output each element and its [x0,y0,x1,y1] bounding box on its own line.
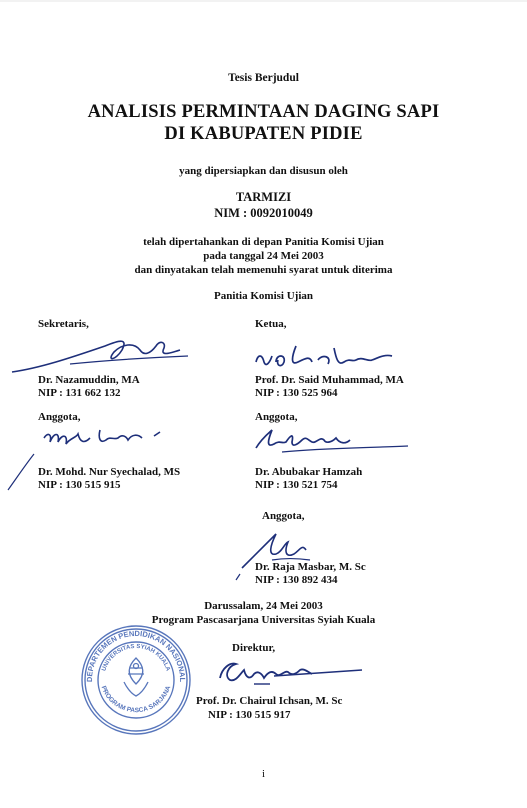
member2-role: Anggota, [255,411,298,423]
page-top-edge [0,0,527,2]
secretary-name: Dr. Nazamuddin, MA [38,374,140,386]
chair-role: Ketua, [255,318,287,330]
chair-nip: NIP : 130 525 964 [255,387,338,399]
thesis-title-line2: DI KABUPATEN PIDIE [164,124,363,144]
intro-text: Tesis Berjudul [228,72,299,84]
member3-name: Dr. Raja Masbar, M. Sc [255,561,366,573]
secretary-role: Sekretaris, [38,318,89,330]
thesis-title-line1: ANALISIS PERMINTAAN DAGING SAPI [87,102,440,122]
member3-nip: NIP : 130 892 434 [255,574,338,586]
defense-line2: pada tanggal 24 Mei 2003 [203,250,324,262]
author-name: TARMIZI [235,190,292,204]
seal-outer-text: DEPARTEMEN PENDIDIKAN NASIONAL [84,628,188,683]
member2-nip: NIP : 130 521 754 [255,479,338,491]
member1-role: Anggota, [38,411,81,423]
seal-emblem-icon [124,658,148,696]
page-number: i [261,768,266,780]
member3-role: Anggota, [262,510,305,522]
committee-heading: Panitia Komisi Ujian [213,290,313,302]
chair-signature [252,332,402,372]
author-nim: NIM : 0092010049 [214,206,313,220]
university-seal [78,622,194,738]
defense-line3: dan dinyatakan telah memenuhi syarat untuk diterima [134,264,393,276]
member1-name: Dr. Mohd. Nur Syechalad, MS [38,466,181,478]
svg-text:PROGRAM PASCA SARJANA [100,685,173,715]
seal-bottom-text: PROGRAM PASCA SARJANA [99,685,173,715]
director-nip: NIP : 130 515 917 [208,709,291,721]
prepared-by-text: yang dipersiapkan dan disusun oleh [179,165,348,177]
seal-inner-text: UNIVERSITAS SYIAH KUALA [101,643,171,672]
member2-name: Dr. Abubakar Hamzah [255,466,363,478]
secretary-nip: NIP : 131 662 132 [38,387,121,399]
member2-signature [252,422,412,462]
member1-nip: NIP : 130 515 915 [38,479,121,491]
director-signature [214,652,364,692]
chair-name: Prof. Dr. Said Muhammad, MA [255,374,404,386]
place-date: Darussalam, 24 Mei 2003 [204,600,323,612]
program-name: Program Pascasarjana Universitas Syiah Kuala [151,614,376,626]
secretary-signature [10,328,190,378]
defense-line1: telah dipertahankan di depan Panitia Komisi Ujian [143,236,384,248]
director-name: Prof. Dr. Chairul Ichsan, M. Sc [196,695,343,707]
director-role: Direktur, [232,642,276,654]
